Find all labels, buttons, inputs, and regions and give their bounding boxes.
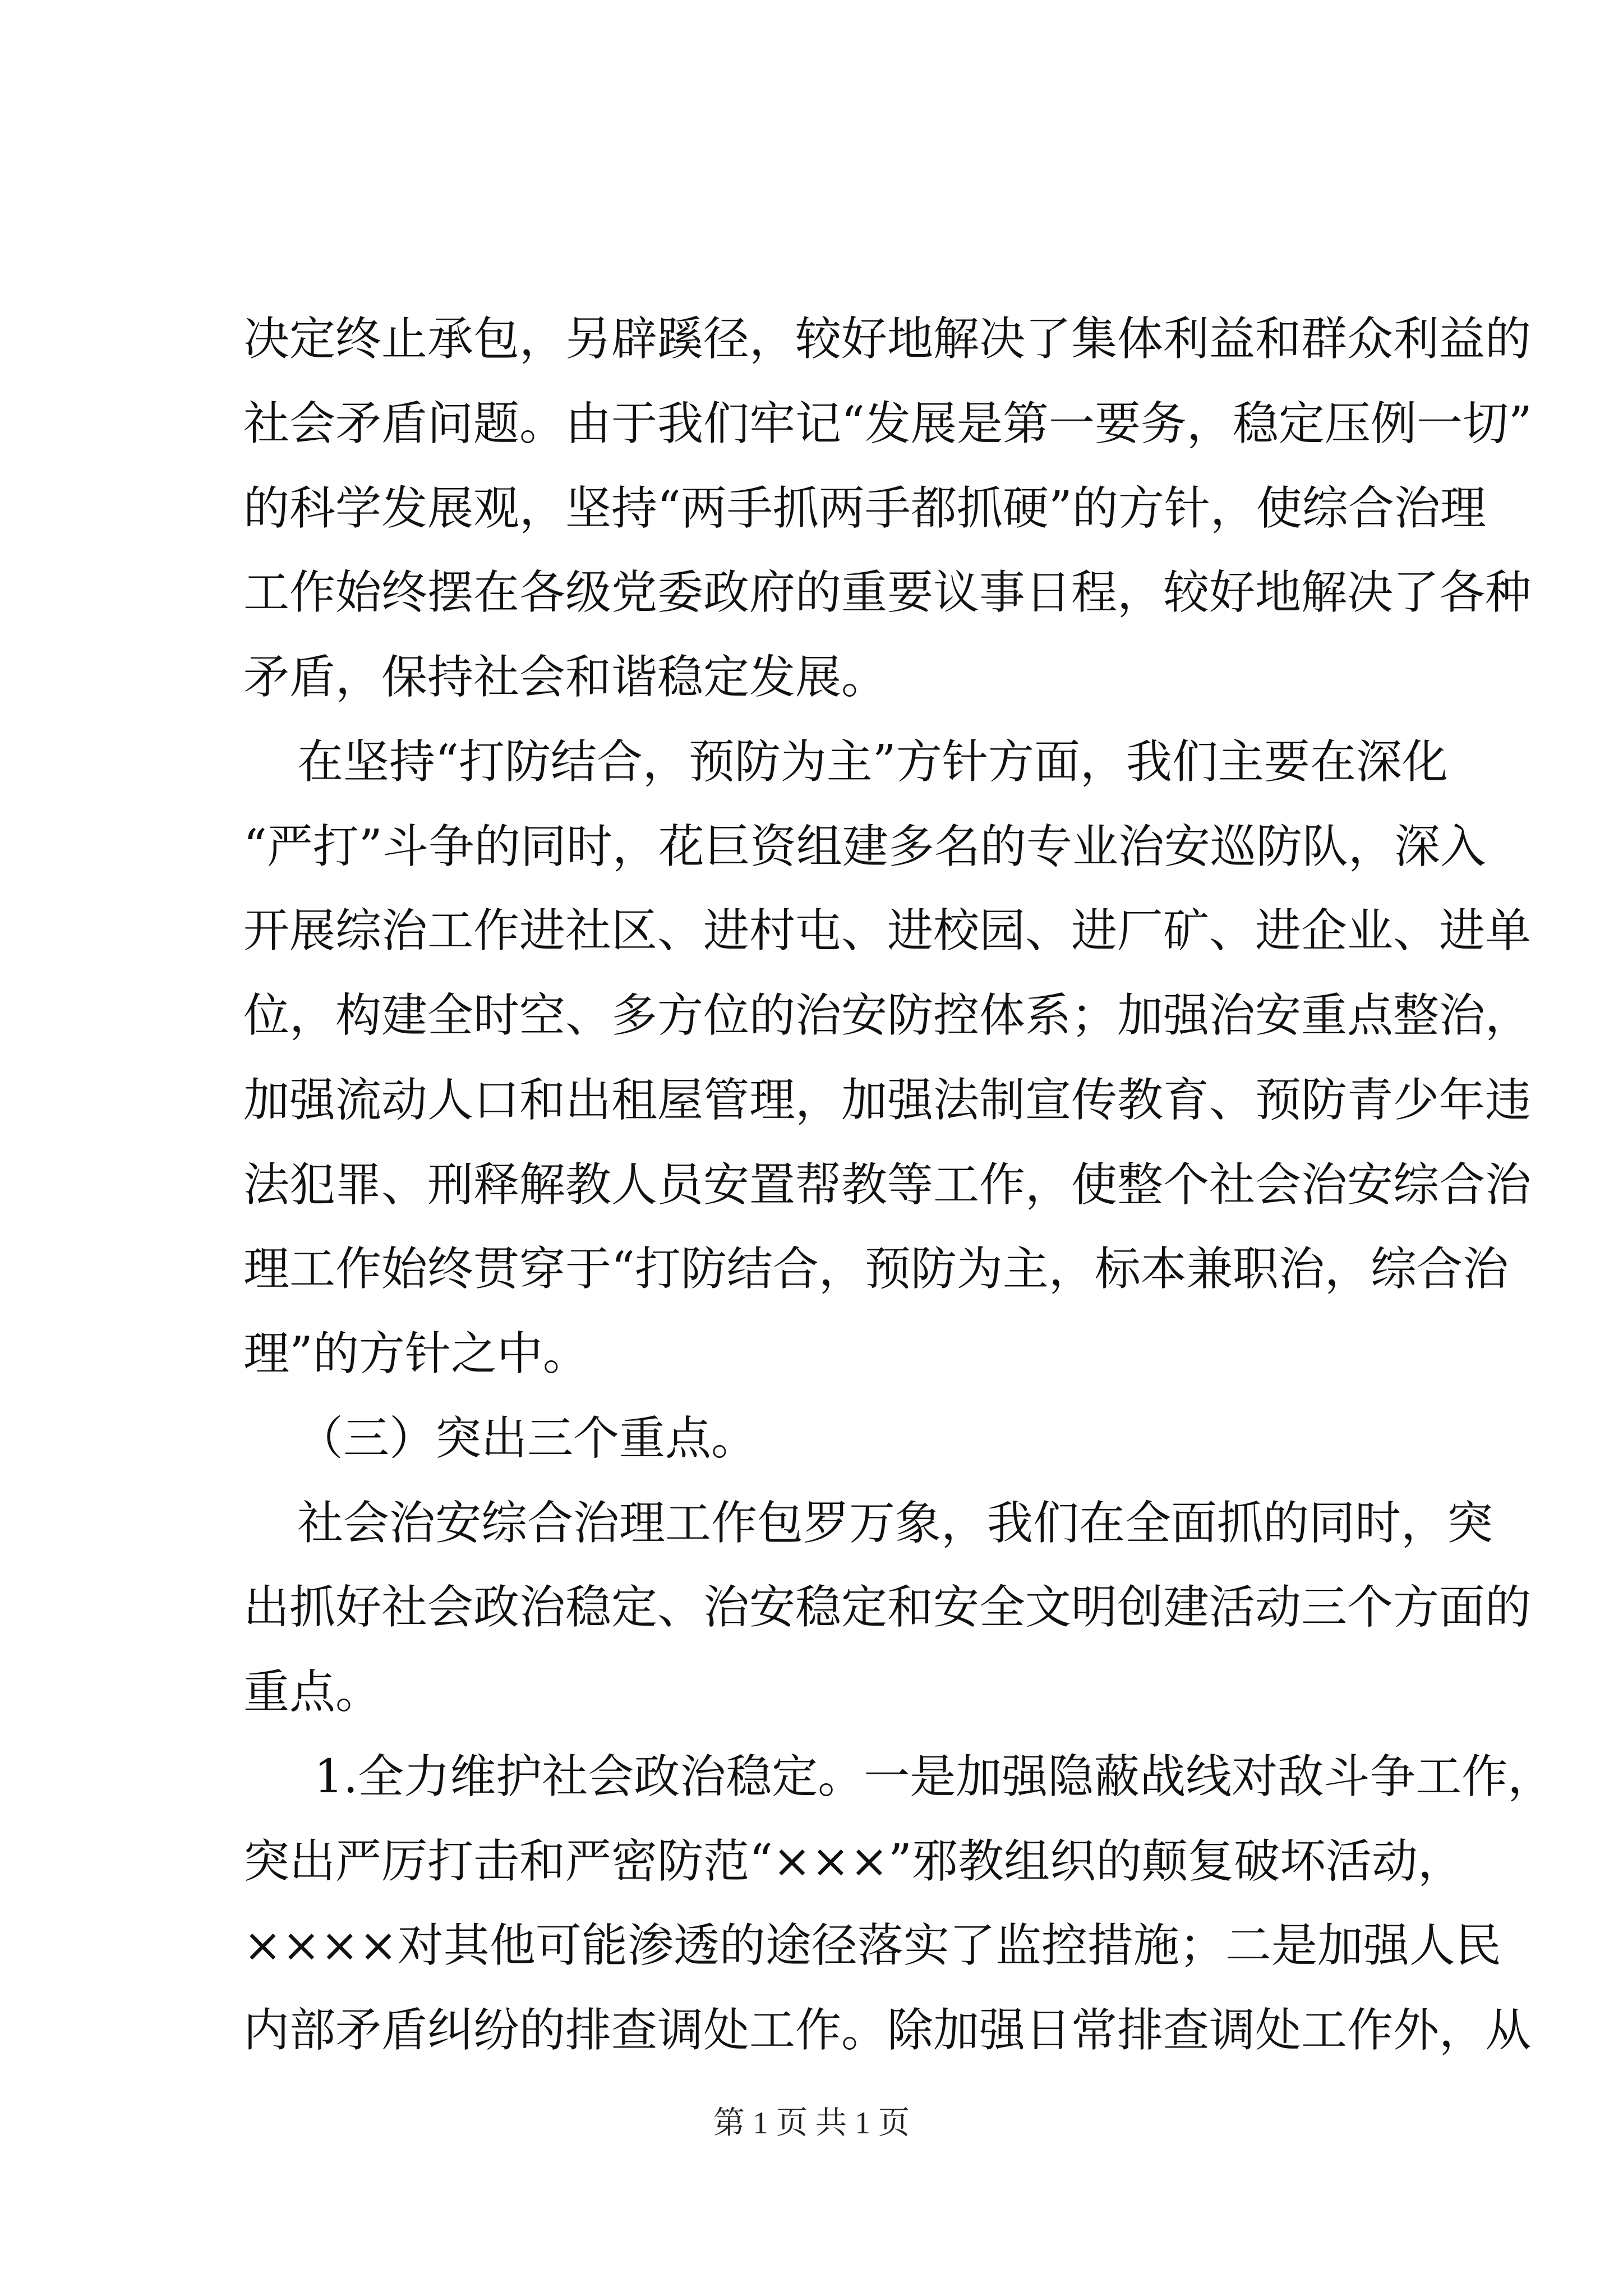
text-line: 工作始终摆在各级党委政府的重要议事日程，较好地解决了各种	[243, 566, 1532, 619]
text-line: 重点。	[243, 1665, 382, 1719]
text-line: 理工作始终贯穿于“打防结合，预防为主，标本兼职治，综合治	[243, 1243, 1509, 1296]
text-line: 社会矛盾问题。由于我们牢记“发展是第一要务，稳定压例一切”	[243, 397, 1532, 450]
text-line: 的科学发展观，坚持“两手抓两手都抓硬”的方针，使综合治理	[243, 482, 1486, 535]
text-line: ××××对其他可能渗透的途径落实了监控措施；二是加强人民	[243, 1919, 1501, 1972]
paragraph-first-line: 在坚持“打防结合，预防为主”方针方面，我们主要在深化	[297, 735, 1448, 789]
page-number-footer: 第 1 页 共 1 页	[713, 2106, 910, 2141]
text-line: 开展综治工作进社区、进村屯、进校园、进厂矿、进企业、进单	[243, 904, 1532, 958]
text-line: 决定终止承包，另辟蹊径，较好地解决了集体利益和群众利益的	[243, 312, 1532, 366]
text-line: 位，构建全时空、多方位的治安防控体系；加强治安重点整治，	[243, 989, 1532, 1042]
paragraph-first-line: 社会治安综合治理工作包罗万象，我们在全面抓的同时，突	[297, 1497, 1493, 1550]
text-line: “严打”斗争的同时，花巨资组建多名的专业治安巡防队，深入	[243, 820, 1486, 873]
section-heading: （三）突出三个重点。	[297, 1412, 758, 1465]
text-line: 突出严厉打击和严密防范“×××”邪教组织的颠复破坏活动，	[243, 1835, 1464, 1888]
paragraph-first-line: 1.全力维护社会政治稳定。一是加强隐蔽战线对敌斗争工作，	[314, 1750, 1554, 1803]
text-line: 出抓好社会政治稳定、治安稳定和安全文明创建活动三个方面的	[243, 1581, 1532, 1634]
text-line: 法犯罪、刑释解教人员安置帮教等工作，使整个社会治安综合治	[243, 1158, 1532, 1212]
text-line: 内部矛盾纠纷的排查调处工作。除加强日常排查调处工作外，从	[243, 2004, 1532, 2057]
text-line: 加强流动人口和出租屋管理，加强法制宣传教育、预防青少年违	[243, 1074, 1532, 1127]
text-line: 矛盾，保持社会和谐稳定发展。	[243, 651, 888, 704]
text-line: 理”的方针之中。	[243, 1327, 589, 1381]
